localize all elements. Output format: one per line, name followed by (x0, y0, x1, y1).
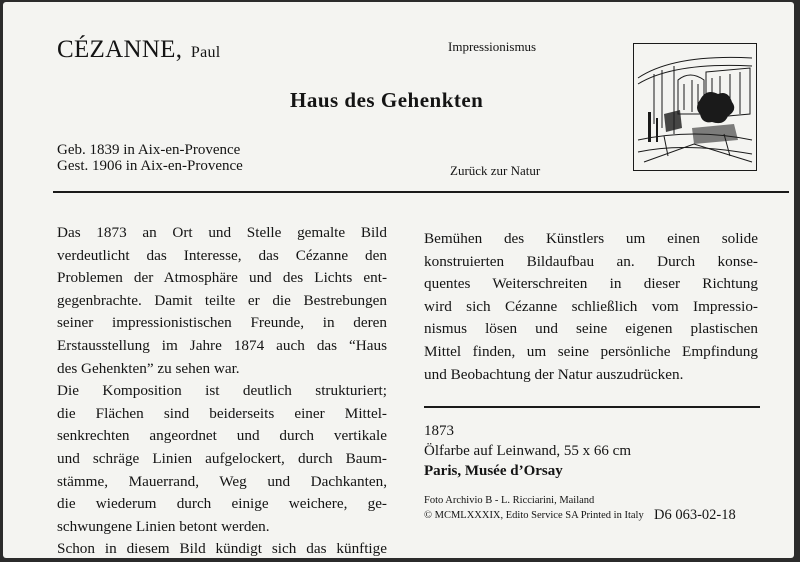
text-line: konstruierten Bildaufbau an. Durch konse- (424, 252, 758, 270)
text-line: und Beobachtung der Natur auszudrücken. (424, 365, 684, 383)
motto: Zurück zur Natur (450, 163, 541, 178)
text-line: Das 1873 an Ort und Stelle gemalte Bild (57, 224, 387, 241)
text-line: Schon in diesem Bild kündigt sich das künftige (57, 540, 387, 558)
text-line: quentes Weiterschreiten in dieser Richtung (424, 275, 758, 293)
text-line: des Gehenkten” zu sehen war. (57, 359, 240, 377)
text-line: verdeutlicht das Interesse, das Cézanne den (57, 246, 387, 264)
painting-sketch-icon (633, 43, 757, 171)
text-line: Erstausstellung im Jahre 1874 auch das “Haus (57, 336, 387, 354)
text-line: stämme, Mauerrand, Weg und Dachkanten, (57, 472, 387, 490)
art-card (3, 2, 794, 558)
description-right-column (424, 228, 758, 386)
description-left-column (57, 222, 387, 561)
text-line: und schräge Linien aufgelockert, durch Baum- (57, 449, 387, 467)
text-line: seiner impressionistischen Freunde, in deren (57, 314, 387, 332)
text-line: senkrechten angeordnet und durch vertikale (57, 427, 387, 445)
details-divider (424, 406, 760, 408)
text-line: schwungene Linien betont werden. (57, 517, 270, 535)
artist-name (57, 36, 221, 64)
painting-title: Haus des Gehenkten (290, 88, 484, 112)
birth-info: Geb. 1839 in Aix-en-Provence (57, 142, 241, 158)
text-line: gegenbrachte. Damit teilte er die Bestrebungen (57, 291, 387, 309)
painting-year: 1873 (424, 423, 454, 439)
card-code: D6 063-02-18 (654, 507, 736, 523)
art-movement: Impressionismus (448, 39, 537, 54)
painting-location: Paris, Musée d’Orsay (424, 463, 563, 479)
text-line: nismus lösen und seine eigenen plastischen (424, 320, 758, 338)
text-line: Mittel finden, um seine persönliche Empfindung (424, 342, 758, 360)
photo-credit: Foto Archivio B - L. Ricciarini, Mailand (424, 495, 595, 506)
text-line: wird sich Cézanne schließlich vom Impressio- (424, 297, 758, 315)
text-line: Bemühen des Künstlers um einen solide (424, 230, 758, 247)
artist-first-name: Paul (190, 44, 221, 61)
copyright-line: © MCMLXXXIX, Edito Service SA Printed in Italy (424, 510, 644, 521)
text-line: Die Komposition ist deutlich strukturiert; (57, 382, 387, 400)
artist-last-name: CÉZANNE, (57, 36, 183, 63)
header-divider (53, 191, 789, 193)
painting-medium: Ölfarbe auf Leinwand, 55 x 66 cm (424, 443, 632, 459)
death-info: Gest. 1906 in Aix-en-Provence (57, 158, 243, 174)
text-line: die Flächen sind beiderseits einer Mittel- (57, 404, 387, 422)
text-line: die wiederum durch einige weichere, ge- (57, 495, 387, 513)
text-line: Problemen der Atmosphäre und des Lichts ent- (57, 269, 387, 287)
sketch-drawing (634, 44, 755, 169)
